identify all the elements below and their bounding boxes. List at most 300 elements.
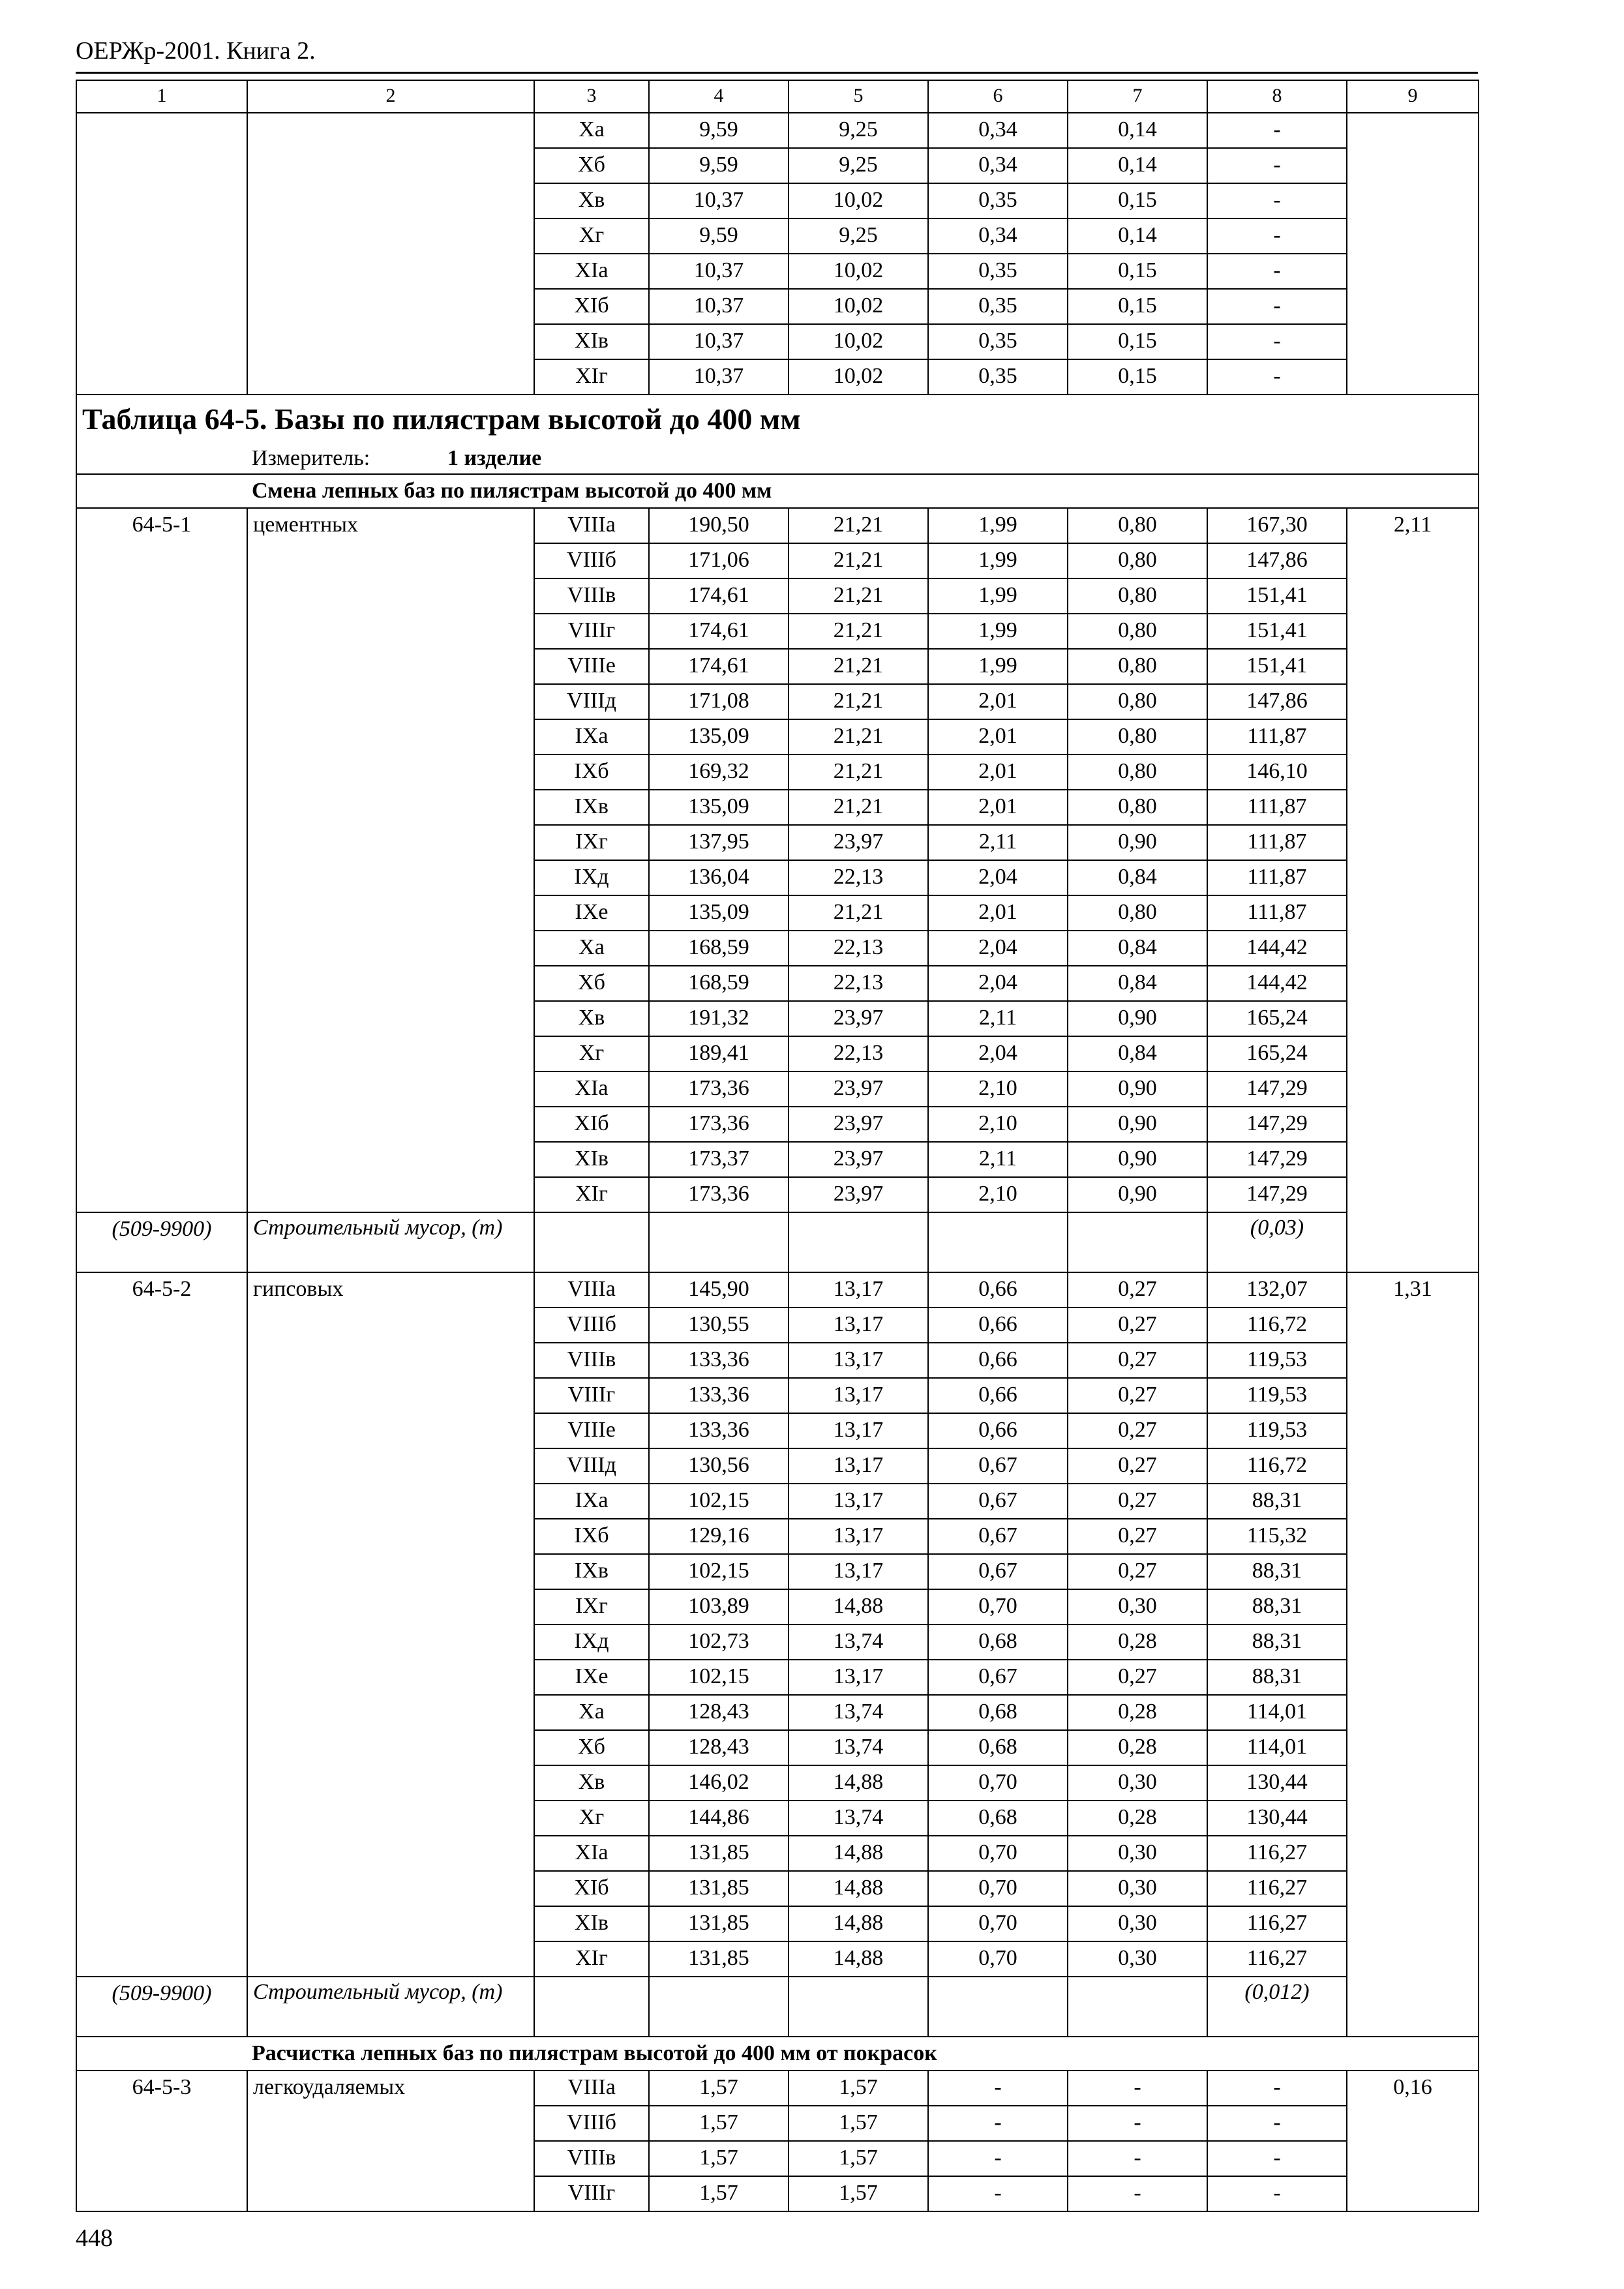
- value-cell: 147,29: [1207, 1107, 1347, 1142]
- value-cell: 131,85: [649, 1941, 789, 1977]
- value-cell: 2,01: [928, 790, 1068, 825]
- value-cell: VIIIд: [534, 1448, 649, 1484]
- value-cell: VIIIe: [534, 649, 649, 684]
- debris-name: Строительный мусор, (т): [247, 1212, 534, 1272]
- empty-cell: [928, 1212, 1068, 1272]
- value-cell: 0,14: [1068, 218, 1207, 254]
- section-title-row: [76, 2037, 1479, 2071]
- value-cell: 23,97: [789, 1142, 928, 1177]
- value-cell: 130,44: [1207, 1765, 1347, 1801]
- value-cell: 0,70: [928, 1906, 1068, 1941]
- debris-row: [76, 1977, 1479, 2037]
- debris-name: Строительный мусор, (т): [247, 1977, 534, 2037]
- value-cell: VIIIг: [534, 614, 649, 649]
- value-cell: 147,29: [1207, 1177, 1347, 1212]
- value-cell: 10,37: [649, 289, 789, 324]
- value-cell: 133,36: [649, 1343, 789, 1378]
- value-cell: 0,30: [1068, 1836, 1207, 1871]
- page-number: 448: [76, 2224, 113, 2252]
- value-cell: 0,84: [1068, 966, 1207, 1001]
- value-cell: 116,72: [1207, 1448, 1347, 1484]
- table-row: [76, 508, 1479, 543]
- value-cell: 88,31: [1207, 1624, 1347, 1660]
- value-cell: 0,84: [1068, 1036, 1207, 1071]
- item-code: 64-5-1: [132, 513, 192, 537]
- value-cell: XIв: [534, 1142, 649, 1177]
- value-cell: -: [928, 2071, 1068, 2106]
- value-cell: 1,57: [789, 2176, 928, 2211]
- value-cell: VIIIб: [534, 1308, 649, 1343]
- value-cell: 1,57: [649, 2176, 789, 2211]
- item-code: 64-5-3: [132, 2075, 192, 2099]
- value-cell: 151,41: [1207, 649, 1347, 684]
- value-cell: 0,66: [928, 1343, 1068, 1378]
- value-cell: 10,02: [789, 254, 928, 289]
- value-cell: 111,87: [1207, 860, 1347, 895]
- value-cell: VIIIa: [534, 2071, 649, 2106]
- value-cell: XIa: [534, 1836, 649, 1871]
- value-cell: 13,17: [789, 1272, 928, 1308]
- value-cell: 0,67: [928, 1554, 1068, 1589]
- value-cell: VIIIe: [534, 1413, 649, 1448]
- value-cell: -: [1207, 289, 1347, 324]
- value-cell: 103,89: [649, 1589, 789, 1624]
- value-cell: 0,28: [1068, 1801, 1207, 1836]
- value-cell: 0,70: [928, 1941, 1068, 1977]
- value-cell: 151,41: [1207, 578, 1347, 614]
- norms-table: [76, 80, 1479, 2212]
- value-cell: 0,68: [928, 1730, 1068, 1765]
- value-cell: 114,01: [1207, 1695, 1347, 1730]
- value-cell: 169,32: [649, 755, 789, 790]
- value-cell: 102,73: [649, 1624, 789, 1660]
- table-title: Таблица 64-5. Базы по пилястрам высотой до 400 мм: [76, 395, 1479, 443]
- code-cell: [76, 508, 247, 1212]
- table-row: [76, 2071, 1479, 2106]
- header-rule: [76, 72, 1478, 74]
- value-cell: 167,30: [1207, 508, 1347, 543]
- value-cell: 2,04: [928, 860, 1068, 895]
- value-cell: -: [928, 2176, 1068, 2211]
- value-cell: 88,31: [1207, 1554, 1347, 1589]
- col9-cell: [1347, 113, 1479, 395]
- value-cell: 102,15: [649, 1660, 789, 1695]
- value-cell: XIa: [534, 1071, 649, 1107]
- value-cell: -: [1207, 148, 1347, 183]
- value-cell: 173,37: [649, 1142, 789, 1177]
- value-cell: 21,21: [789, 508, 928, 543]
- value-cell: Xб: [534, 148, 649, 183]
- value-cell: 147,29: [1207, 1071, 1347, 1107]
- value-cell: -: [1207, 324, 1347, 359]
- value-cell: 23,97: [789, 1107, 928, 1142]
- column-number: 5: [789, 80, 928, 113]
- value-cell: 0,27: [1068, 1660, 1207, 1695]
- value-cell: 13,17: [789, 1660, 928, 1695]
- value-cell: 14,88: [789, 1941, 928, 1977]
- value-cell: 0,66: [928, 1378, 1068, 1413]
- value-cell: 13,17: [789, 1343, 928, 1378]
- value-cell: 147,29: [1207, 1142, 1347, 1177]
- column-number: 9: [1347, 80, 1479, 113]
- value-cell: 0,70: [928, 1871, 1068, 1906]
- value-cell: XIг: [534, 359, 649, 395]
- value-cell: 171,08: [649, 684, 789, 719]
- value-cell: 21,21: [789, 614, 928, 649]
- value-cell: 0,66: [928, 1272, 1068, 1308]
- value-cell: 0,80: [1068, 649, 1207, 684]
- value-cell: 13,17: [789, 1413, 928, 1448]
- value-cell: 0,34: [928, 218, 1068, 254]
- value-cell: 191,32: [649, 1001, 789, 1036]
- value-cell: 144,42: [1207, 966, 1347, 1001]
- value-cell: 174,61: [649, 578, 789, 614]
- value-cell: IXa: [534, 719, 649, 755]
- value-cell: -: [1207, 2176, 1347, 2211]
- column-number: 1: [76, 80, 247, 113]
- value-cell: 147,86: [1207, 684, 1347, 719]
- debris-value: (0,03): [1207, 1212, 1347, 1272]
- value-cell: 14,88: [789, 1836, 928, 1871]
- value-cell: 0,27: [1068, 1343, 1207, 1378]
- value-cell: 0,90: [1068, 1142, 1207, 1177]
- value-cell: Xa: [534, 1695, 649, 1730]
- empty-cell: [789, 1977, 928, 2037]
- value-cell: 173,36: [649, 1177, 789, 1212]
- value-cell: 0,27: [1068, 1448, 1207, 1484]
- value-cell: XIг: [534, 1941, 649, 1977]
- value-cell: 21,21: [789, 649, 928, 684]
- empty-cell: [534, 1212, 649, 1272]
- page-header: ОЕРЖр-2001. Книга 2.: [76, 37, 316, 65]
- debris-value: (0,012): [1207, 1977, 1347, 2037]
- value-cell: 0,67: [928, 1519, 1068, 1554]
- value-cell: 111,87: [1207, 895, 1347, 931]
- value-cell: 165,24: [1207, 1001, 1347, 1036]
- value-cell: 22,13: [789, 1036, 928, 1071]
- value-cell: 144,86: [649, 1801, 789, 1836]
- table-row: [76, 113, 1479, 148]
- value-cell: 21,21: [789, 684, 928, 719]
- column-number-row: [76, 80, 1479, 113]
- value-cell: 21,21: [789, 578, 928, 614]
- value-cell: 1,57: [789, 2071, 928, 2106]
- value-cell: 2,04: [928, 1036, 1068, 1071]
- value-cell: 190,50: [649, 508, 789, 543]
- value-cell: 115,32: [1207, 1519, 1347, 1554]
- value-cell: 0,68: [928, 1801, 1068, 1836]
- value-cell: 0,35: [928, 289, 1068, 324]
- value-cell: 0,35: [928, 359, 1068, 395]
- item-code: 64-5-2: [132, 1277, 192, 1301]
- value-cell: -: [1068, 2176, 1207, 2211]
- value-cell: XIв: [534, 1906, 649, 1941]
- value-cell: 10,37: [649, 359, 789, 395]
- value-cell: 1,99: [928, 578, 1068, 614]
- value-cell: 2,04: [928, 931, 1068, 966]
- value-cell: 0,90: [1068, 1107, 1207, 1142]
- section-title: Расчистка лепных баз по пилястрам высотой до 400 мм от покрасок: [76, 2037, 1479, 2071]
- value-cell: 9,25: [789, 113, 928, 148]
- code-cell: [76, 2071, 247, 2211]
- value-cell: 1,57: [649, 2141, 789, 2176]
- value-cell: 2,11: [928, 1142, 1068, 1177]
- value-cell: 0,80: [1068, 755, 1207, 790]
- value-cell: 0,35: [928, 183, 1068, 218]
- value-cell: 102,15: [649, 1484, 789, 1519]
- value-cell: 14,88: [789, 1765, 928, 1801]
- value-cell: 0,90: [1068, 825, 1207, 860]
- value-cell: VIIIб: [534, 2106, 649, 2141]
- value-cell: 23,97: [789, 1071, 928, 1107]
- value-cell: 116,72: [1207, 1308, 1347, 1343]
- value-cell: 0,28: [1068, 1730, 1207, 1765]
- value-cell: 0,30: [1068, 1906, 1207, 1941]
- value-cell: 9,59: [649, 148, 789, 183]
- value-cell: 168,59: [649, 931, 789, 966]
- value-cell: XIб: [534, 289, 649, 324]
- value-cell: 0,35: [928, 324, 1068, 359]
- item-name: гипсовых: [253, 1277, 344, 1301]
- value-cell: 173,36: [649, 1071, 789, 1107]
- value-cell: 23,97: [789, 1177, 928, 1212]
- value-cell: 1,99: [928, 543, 1068, 578]
- value-cell: 10,37: [649, 183, 789, 218]
- value-cell: 133,36: [649, 1378, 789, 1413]
- value-cell: 130,44: [1207, 1801, 1347, 1836]
- value-cell: 146,10: [1207, 755, 1347, 790]
- value-cell: 1,57: [649, 2106, 789, 2141]
- value-cell: 0,27: [1068, 1554, 1207, 1589]
- value-cell: 0,80: [1068, 719, 1207, 755]
- value-cell: -: [1207, 2141, 1347, 2176]
- value-cell: 0,67: [928, 1484, 1068, 1519]
- debris-row: [76, 1212, 1479, 1272]
- value-cell: 102,15: [649, 1554, 789, 1589]
- value-cell: 131,85: [649, 1871, 789, 1906]
- value-cell: XIa: [534, 254, 649, 289]
- value-cell: 137,95: [649, 825, 789, 860]
- value-cell: 13,17: [789, 1519, 928, 1554]
- value-cell: VIIIв: [534, 1343, 649, 1378]
- empty-cell: [1068, 1977, 1207, 2037]
- value-cell: 174,61: [649, 649, 789, 684]
- value-cell: 2,10: [928, 1177, 1068, 1212]
- value-cell: 21,21: [789, 895, 928, 931]
- empty-cell: [649, 1977, 789, 2037]
- measure-row: [76, 443, 1479, 474]
- table-row: [76, 1272, 1479, 1308]
- empty-cell: [534, 1977, 649, 2037]
- name-cell: [247, 1272, 534, 1977]
- value-cell: 13,17: [789, 1308, 928, 1343]
- empty-cell: [1068, 1212, 1207, 1272]
- value-cell: 9,25: [789, 148, 928, 183]
- value-cell: 128,43: [649, 1730, 789, 1765]
- value-cell: VIIIa: [534, 508, 649, 543]
- value-cell: 136,04: [649, 860, 789, 895]
- value-cell: 0,70: [928, 1765, 1068, 1801]
- value-cell: 2,01: [928, 684, 1068, 719]
- value-cell: 9,59: [649, 113, 789, 148]
- value-cell: 133,36: [649, 1413, 789, 1448]
- value-cell: 0,68: [928, 1624, 1068, 1660]
- value-cell: 0,27: [1068, 1378, 1207, 1413]
- value-cell: IXa: [534, 1484, 649, 1519]
- value-cell: 23,97: [789, 825, 928, 860]
- value-cell: 1,57: [649, 2071, 789, 2106]
- value-cell: VIIIa: [534, 1272, 649, 1308]
- value-cell: 119,53: [1207, 1413, 1347, 1448]
- value-cell: -: [1207, 254, 1347, 289]
- value-cell: IXб: [534, 755, 649, 790]
- value-cell: 10,37: [649, 254, 789, 289]
- value-cell: 13,17: [789, 1484, 928, 1519]
- value-cell: IXв: [534, 1554, 649, 1589]
- empty-cell: [789, 1212, 928, 1272]
- measure-label: Измеритель:: [252, 446, 370, 470]
- value-cell: IXб: [534, 1519, 649, 1554]
- section-title-row: [76, 474, 1479, 508]
- value-cell: 0,35: [928, 254, 1068, 289]
- value-cell: 0,66: [928, 1413, 1068, 1448]
- value-cell: -: [1207, 113, 1347, 148]
- value-cell: 173,36: [649, 1107, 789, 1142]
- value-cell: 0,14: [1068, 148, 1207, 183]
- value-cell: -: [1068, 2141, 1207, 2176]
- value-cell: -: [1207, 2071, 1347, 2106]
- value-cell: 0,80: [1068, 895, 1207, 931]
- value-cell: 10,37: [649, 324, 789, 359]
- value-cell: -: [1068, 2071, 1207, 2106]
- col9-cell: 2,11: [1347, 508, 1479, 1272]
- value-cell: 0,90: [1068, 1177, 1207, 1212]
- value-cell: Xб: [534, 1730, 649, 1765]
- code-cell: [76, 1272, 247, 1977]
- value-cell: 0,27: [1068, 1272, 1207, 1308]
- value-cell: -: [1207, 183, 1347, 218]
- value-cell: 165,24: [1207, 1036, 1347, 1071]
- value-cell: VIIIг: [534, 2176, 649, 2211]
- value-cell: 171,06: [649, 543, 789, 578]
- value-cell: 21,21: [789, 719, 928, 755]
- value-cell: 2,10: [928, 1107, 1068, 1142]
- col9-cell: 0,16: [1347, 2071, 1479, 2211]
- value-cell: 114,01: [1207, 1730, 1347, 1765]
- value-cell: 147,86: [1207, 543, 1347, 578]
- name-cell: [247, 508, 534, 1212]
- value-cell: 0,27: [1068, 1484, 1207, 1519]
- value-cell: 9,25: [789, 218, 928, 254]
- value-cell: Xa: [534, 931, 649, 966]
- value-cell: Xб: [534, 966, 649, 1001]
- value-cell: IXд: [534, 1624, 649, 1660]
- value-cell: 1,57: [789, 2141, 928, 2176]
- value-cell: 0,68: [928, 1695, 1068, 1730]
- col9-cell: 1,31: [1347, 1272, 1479, 2037]
- value-cell: 10,02: [789, 359, 928, 395]
- value-cell: 119,53: [1207, 1378, 1347, 1413]
- value-cell: 0,80: [1068, 684, 1207, 719]
- value-cell: -: [1207, 2106, 1347, 2141]
- value-cell: 146,02: [649, 1765, 789, 1801]
- value-cell: IXe: [534, 1660, 649, 1695]
- value-cell: 13,74: [789, 1695, 928, 1730]
- value-cell: -: [1207, 359, 1347, 395]
- value-cell: 1,99: [928, 508, 1068, 543]
- column-number: 8: [1207, 80, 1347, 113]
- value-cell: 0,34: [928, 113, 1068, 148]
- value-cell: 116,27: [1207, 1906, 1347, 1941]
- value-cell: 0,30: [1068, 1765, 1207, 1801]
- value-cell: 116,27: [1207, 1871, 1347, 1906]
- column-number: 6: [928, 80, 1068, 113]
- value-cell: 9,59: [649, 218, 789, 254]
- value-cell: 0,30: [1068, 1871, 1207, 1906]
- value-cell: Xв: [534, 183, 649, 218]
- value-cell: XIб: [534, 1107, 649, 1142]
- value-cell: 13,17: [789, 1448, 928, 1484]
- value-cell: VIIIг: [534, 1378, 649, 1413]
- value-cell: 14,88: [789, 1589, 928, 1624]
- value-cell: 0,80: [1068, 578, 1207, 614]
- value-cell: 0,15: [1068, 324, 1207, 359]
- code-cell: [76, 113, 247, 395]
- value-cell: IXг: [534, 825, 649, 860]
- value-cell: 1,57: [789, 2106, 928, 2141]
- value-cell: 0,30: [1068, 1941, 1207, 1977]
- value-cell: 0,67: [928, 1448, 1068, 1484]
- value-cell: 2,01: [928, 719, 1068, 755]
- value-cell: 0,84: [1068, 931, 1207, 966]
- value-cell: 0,15: [1068, 359, 1207, 395]
- value-cell: 0,70: [928, 1589, 1068, 1624]
- value-cell: 0,28: [1068, 1624, 1207, 1660]
- empty-cell: [649, 1212, 789, 1272]
- value-cell: 111,87: [1207, 790, 1347, 825]
- value-cell: 189,41: [649, 1036, 789, 1071]
- name-cell: [247, 113, 534, 395]
- value-cell: VIIIв: [534, 2141, 649, 2176]
- value-cell: 135,09: [649, 790, 789, 825]
- value-cell: 2,04: [928, 966, 1068, 1001]
- value-cell: 22,13: [789, 966, 928, 1001]
- value-cell: 0,90: [1068, 1071, 1207, 1107]
- value-cell: 0,80: [1068, 790, 1207, 825]
- value-cell: 0,28: [1068, 1695, 1207, 1730]
- value-cell: 129,16: [649, 1519, 789, 1554]
- value-cell: 0,80: [1068, 508, 1207, 543]
- value-cell: 0,15: [1068, 254, 1207, 289]
- value-cell: 116,27: [1207, 1941, 1347, 1977]
- value-cell: 23,97: [789, 1001, 928, 1036]
- value-cell: IXг: [534, 1589, 649, 1624]
- value-cell: VIIIд: [534, 684, 649, 719]
- value-cell: 128,43: [649, 1695, 789, 1730]
- value-cell: Xг: [534, 218, 649, 254]
- value-cell: 13,74: [789, 1730, 928, 1765]
- value-cell: 0,14: [1068, 113, 1207, 148]
- value-cell: 21,21: [789, 790, 928, 825]
- value-cell: 131,85: [649, 1906, 789, 1941]
- value-cell: 0,67: [928, 1660, 1068, 1695]
- value-cell: 0,66: [928, 1308, 1068, 1343]
- value-cell: 2,01: [928, 755, 1068, 790]
- value-cell: 1,99: [928, 614, 1068, 649]
- value-cell: 21,21: [789, 543, 928, 578]
- value-cell: 21,21: [789, 755, 928, 790]
- value-cell: 0,15: [1068, 289, 1207, 324]
